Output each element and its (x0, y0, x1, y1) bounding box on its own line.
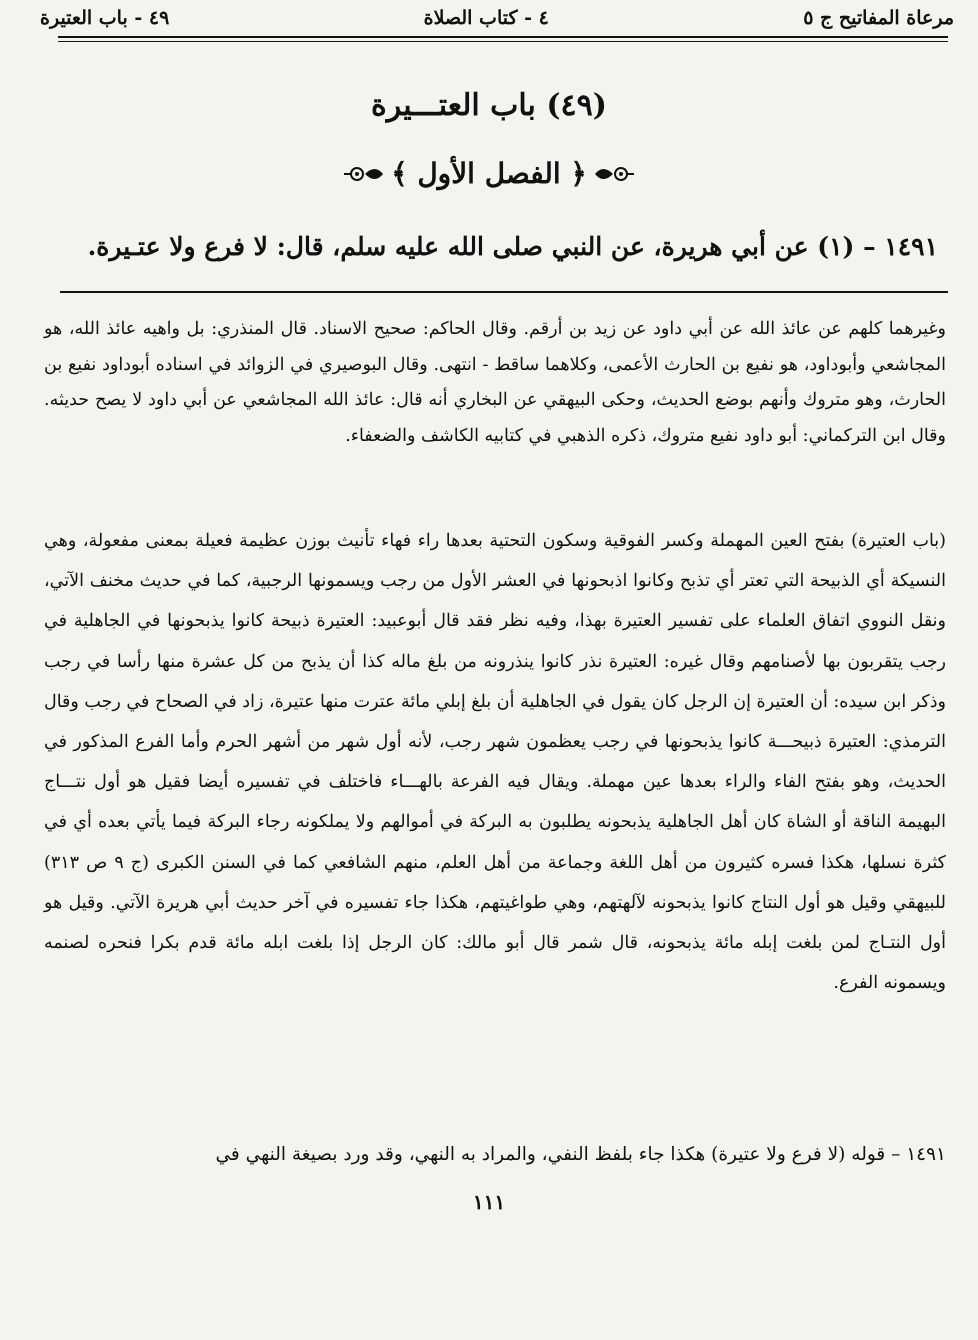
left-ornament-icon (593, 162, 635, 186)
section-title: ﴿ الفصل الأول ﴾ (391, 157, 587, 190)
right-ornament-icon (343, 162, 385, 186)
chapter-title: (٤٩) باب العتـــيرة (371, 88, 607, 123)
commentary-divider (60, 291, 948, 293)
header-book-title: مرعاة المفاتيح ج ٥ (803, 7, 954, 29)
header-rule-top (58, 36, 948, 38)
commentary-paragraph: (باب العتيرة) بفتح العين المهملة وكسر الفوقية وسكون التحتية بعدها راء فهاء تأنيث بوزن عظيمة فعيلة بمعنى مفعولة، وهي النسيكة أي الذبيحة التي تعتر أي تذبح وكانوا اذبحونها في العشر الأول من رجب ويسمونها الرجبية، كما في حديث مخنف الآتي، ونقل النووي اتفاق العلماء على تفسير العتيرة بهذا، وفيه نظر فقد قال أبوعبيد: العتيرة ذبيحة كانوا يذبحونها في الجاهلية في رجب يتقربون بها لأصنامهم وقال غيره: العتيرة نذر كانوا ينذرونه من بلغ ماله كذا أن يذبح من كل عشرة منها رأسا في رجب وذكر ابن سيده: أن العتيرة إن الرجل كان يقول في الجاهلية أن بلغ إبلي مائة عترت منها عتيرة، زاد في الصحاح في رجب وقال الترمذي: العتيرة ذبيحـــة كانوا يذبحونها في رجب يعظمون شهر رجب، لأنه أول شهر من أشهر الحرم وأما الفرع المذكور في الحديث، وهو بفتح الفاء والراء بعدها عين مهملة. ويقال فيه الفرعة بالهـــاء فاختلف في تفسيره أيضا فقيل هو أول نتـــاج البهيمة الناقة أو الشاة كان أهل الجاهلية يذبحونه يطلبون به البركة في أموالهم ولا يملكونه رجاء البركة فيما يأتي بعده أي في كثرة نسلها، هكذا فسره كثيرون من أهل اللغة وجماعة من أهل العلم، منهم الشافعي كما في السنن الكبرى (ج ٩ ص ٣١٣) للبيهقي وقيل هو أول النتاج كانوا يذبحونه لآلهتهم، وهي طواغيتهم، هكذا جاء تفسيره في آخر حديث أبي هريرة الآتي. وقيل هو أول النتـاج لمن بلغت إبله مائة يذبحونه، قال شمر قال أبو مالك: كان الرجل إذا بلغت ابله مائة قدم بكرا فنحره لصنمه ويسمونه الفرع. (43, 531, 946, 994)
commentary-paragraph: ١٤٩١ – قوله (لا فرع ولا عتيرة) هكذا جاء بلفظ النفي، والمراد به النهي، وقد ورد بصيغة النهي في (215, 1144, 946, 1165)
header-rule-bottom (58, 41, 948, 42)
header-chapter: ٤٩ - باب العتيرة (40, 7, 170, 29)
running-header (40, 2, 954, 34)
section-title-row (0, 157, 978, 190)
header-book-section: ٤ - كتاب الصلاة (423, 7, 549, 29)
page-number: ١١١ (472, 1190, 506, 1214)
commentary-paragraph: وغيرهما كلهم عن عائذ الله عن أبي داود عن زيد بن أرقم. وقال الحاكم: صحيح الاسناد. قال المنذري: بل واهيه عائذ الله، هو المجاشعي وأبوداود، هو نفيع بن الحارث الأعمى، وكلاهما ساقط - انتهى. وقال البوصيري في الزوائد في اسناده أبوداود نفيع بن الحارث، وهو متروك وأنهم بوضع الحديث، وحكى البيهقي عن البخاري أنه قال: عائذ الله المجاشعي عن أبي داود لا يصح حديثه. وقال ابن التركماني: أبو داود نفيع متروك، ذكره الذهبي في كتابيه الكاشف والضعفاء. (44, 319, 946, 446)
hadith-text: ١٤٩١ – (١) عن أبي هريرة، عن النبي صلى الله عليه سلم، قال: لا فرع ولا عتـيرة. (87, 232, 938, 261)
